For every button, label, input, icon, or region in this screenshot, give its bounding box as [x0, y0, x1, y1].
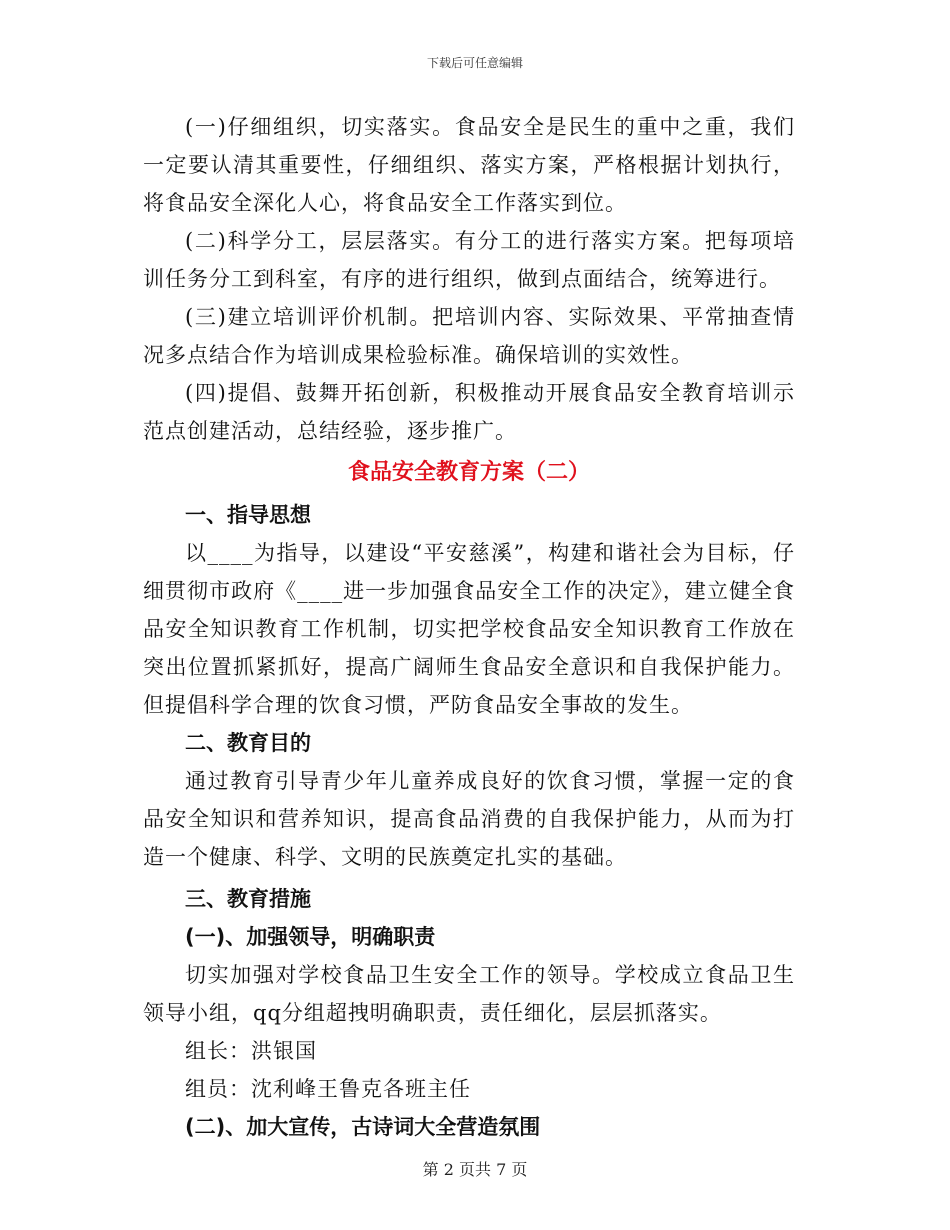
paragraph-education-purpose: 通过教育引导青少年儿童养成良好的饮食习惯，掌握一定的食品安全知识和营养知识，提高食品消费的自我保护能力，从而为打造一个健康、科学、文明的民族奠定扎实的基础。	[143, 769, 795, 869]
paragraph-3: (三)建立培训评价机制。把培训内容、实际效果、平常抽查情况多点结合作为培训成果检验标准。确保培训的实效性。	[143, 305, 795, 367]
heading-guiding-thought: 一、指导思想	[185, 503, 311, 527]
paragraph-group-leader: 组长：洪银国	[185, 1039, 317, 1063]
paragraph-group-members: 组员：沈利峰王鲁克各班主任	[185, 1077, 471, 1101]
heading-education-purpose: 二、教育目的	[185, 731, 311, 755]
page-footer: 第 2 页共 7 页	[422, 1160, 528, 1179]
heading-education-measures: 三、教育措施	[185, 887, 311, 911]
heading-strengthen-leadership: (一)、加强领导，明确职责	[185, 925, 436, 949]
paragraph-1: (一)仔细组织，切实落实。食品安全是民生的重中之重，我们一定要认清其重要性，仔细组织、落实方案，严格根据计划执行，将食品安全深化人心，将食品安全工作落实到位。	[143, 115, 795, 215]
page-header: 下载后可任意编辑	[426, 56, 523, 70]
paragraph-4: (四)提倡、鼓舞开拓创新，积极推动开展食品安全教育培训示范点创建活动，总结经验，逐步推广。	[143, 381, 795, 443]
document-body	[143, 108, 795, 1146]
paragraph-guiding-thought: 以____为指导，以建设“平安慈溪”，构建和谐社会为目标，仔细贯彻市政府《____进一步加强食品安全工作的决定》，建立健全食品安全知识教育工作机制，切实把学校食品安全知识教育工作放在突出位置抓紧抓好，提高广阔师生食品安全意识和自我保护能力。但提倡科学合理的饮食习惯，严防食品安全事故的发生。	[143, 541, 795, 717]
paragraph-2: (二)科学分工，层层落实。有分工的进行落实方案。把每项培训任务分工到科室，有序的进行组织，做到点面结合，统筹进行。	[143, 229, 795, 291]
section-title: 食品安全教育方案（二）	[347, 460, 590, 485]
paragraph-leadership: 切实加强对学校食品卫生安全工作的领导。学校成立食品卫生领导小组，qq分组超拽明确职责，责任细化，层层抓落实。	[143, 963, 795, 1025]
heading-publicity: (二)、加大宣传，古诗词大全营造氛围	[185, 1115, 541, 1139]
